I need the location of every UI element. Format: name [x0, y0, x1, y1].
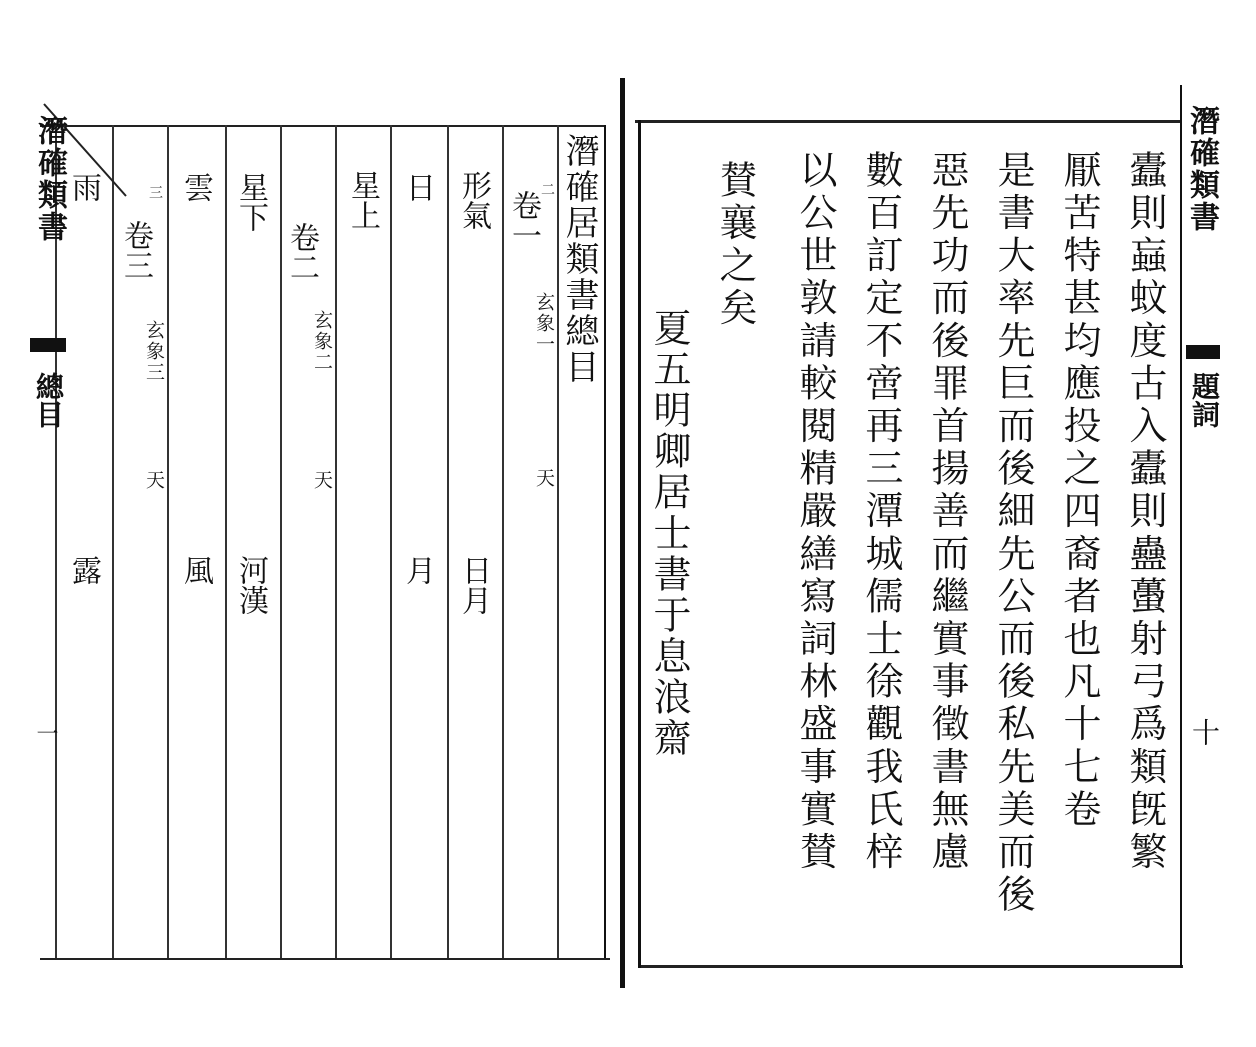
- left-divider: [335, 125, 337, 958]
- left-divider: [390, 125, 392, 958]
- left-bottom-border: [40, 958, 610, 960]
- entry-lu: 露: [66, 555, 101, 585]
- margin-title: 潛確類書: [32, 115, 67, 243]
- volume-sub: 玄象一: [533, 292, 555, 355]
- volume-sub: 玄象二: [311, 310, 333, 373]
- volume-tag: 天: [311, 470, 333, 491]
- right-bottom-border: [638, 965, 1183, 968]
- text-column-3: 是書大率先巨而後細先公而後私先美而後: [991, 150, 1035, 917]
- margin-section: 題詞: [1188, 372, 1221, 428]
- entry-xingqi: 形氣: [456, 170, 491, 230]
- entry-feng: 風: [178, 555, 213, 585]
- left-divider: [280, 125, 282, 958]
- text-column-1: 蠹則蝱蚊度古入蠹則蠱蠆射弓爲類旣繁: [1123, 150, 1167, 875]
- left-divider: [167, 125, 169, 958]
- contents-title: 潛確居類書總目: [559, 133, 599, 385]
- margin-page-number: 十: [1188, 718, 1221, 746]
- volume-tag: 天: [533, 468, 555, 489]
- left-outer-border: [604, 125, 606, 958]
- volume-tag: 天: [143, 470, 165, 491]
- text-column-6: 以公世敦請較閱精嚴繕寫詞林盛事實賛: [793, 150, 837, 875]
- entry-riyue: 日月: [456, 555, 491, 615]
- fish-tail-mark: [30, 338, 66, 352]
- volume-label: 卷一: [506, 190, 541, 250]
- left-divider: [112, 125, 114, 958]
- right-top-border: [635, 120, 1180, 123]
- entry-xingxia: 星下: [233, 172, 268, 232]
- volume-label: 卷三: [118, 220, 153, 280]
- entry-hehan: 河漢: [233, 555, 268, 615]
- margin-page-number: 一: [33, 722, 58, 744]
- volume-sub: 玄象三: [143, 320, 165, 383]
- volume-prefix: 三: [147, 185, 163, 199]
- gutter-rule: [620, 78, 625, 988]
- text-column-4: 惡先功而後罪首揚善而繼實事徵書無慮: [925, 150, 969, 875]
- entry-yu: 雨: [66, 172, 101, 202]
- entry-yue: 月: [400, 555, 435, 585]
- signature: 夏五明卿居士書于息浪齋: [647, 308, 691, 759]
- left-divider: [502, 125, 504, 958]
- text-column-7: 賛襄之矣: [713, 160, 757, 331]
- entry-xingshang: 星上: [345, 170, 380, 230]
- right-inner-border: [638, 120, 641, 968]
- text-column-5: 數百訂定不啻再三潭城儒士徐觀我氏梓: [859, 150, 903, 875]
- right-outer-border: [1180, 85, 1182, 968]
- text-column-2: 厭苦特甚均應投之四裔者也凡十七卷: [1057, 150, 1101, 832]
- left-divider: [447, 125, 449, 958]
- entry-yun: 雲: [178, 172, 213, 202]
- entry-ri: 日: [400, 172, 435, 202]
- volume-label: 卷二: [284, 222, 319, 282]
- left-divider: [225, 125, 227, 958]
- margin-section: 總目: [32, 372, 65, 428]
- volume-prefix: 二: [539, 182, 555, 196]
- fish-tail-mark: [1186, 345, 1220, 359]
- margin-title: 潛確類書: [1184, 105, 1219, 233]
- left-divider: [55, 125, 57, 958]
